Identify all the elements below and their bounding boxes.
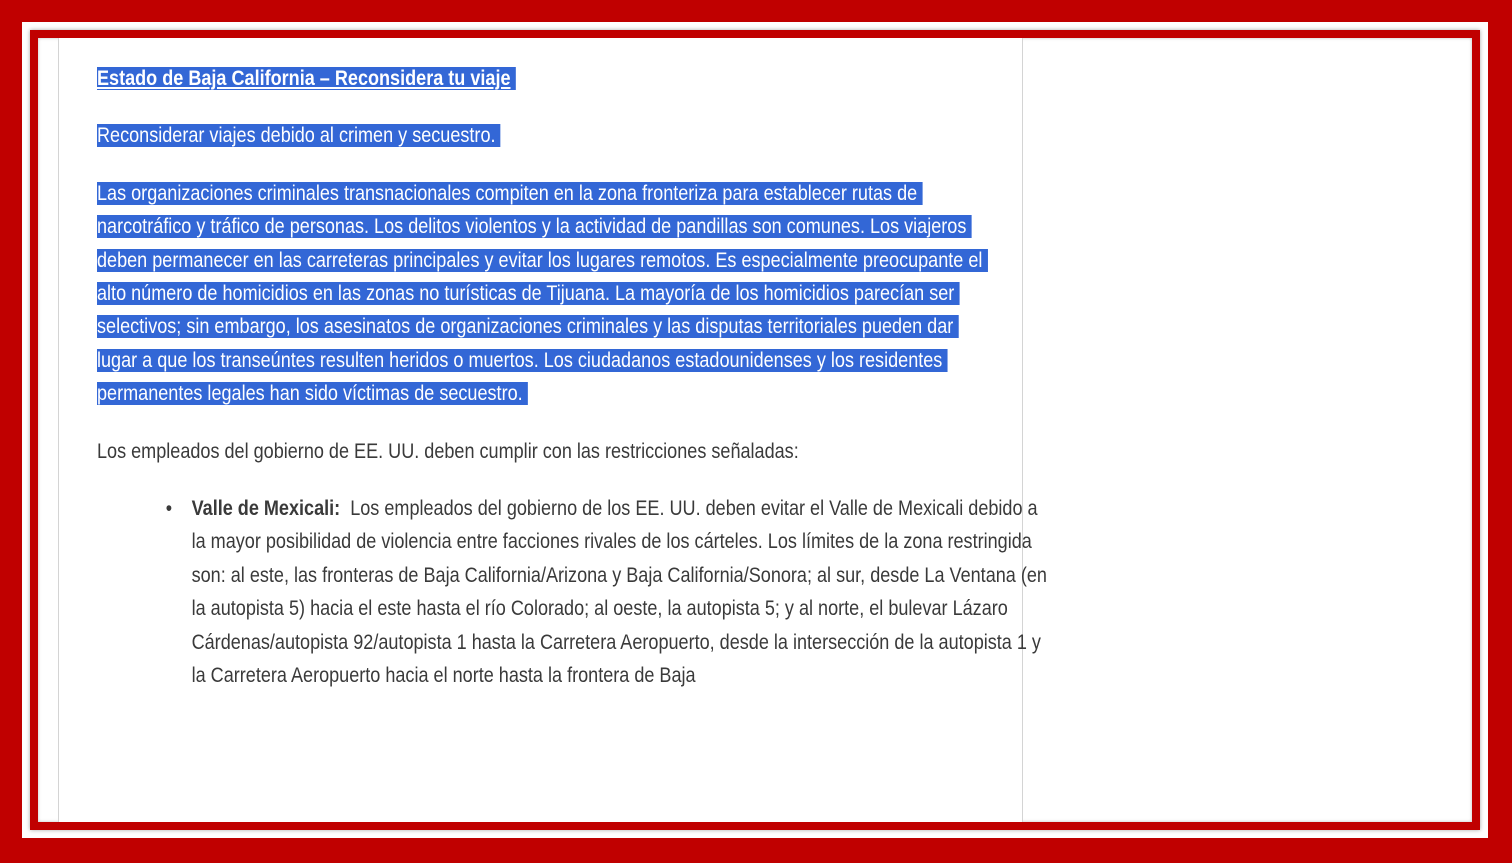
advisory-summary: Reconsiderar viajes debido al crimen y secuestro.: [97, 124, 501, 147]
section-heading-paragraph: [97, 62, 862, 95]
list-item: [165, 492, 1052, 692]
restriction-term: Valle de Mexicali:: [191, 497, 341, 521]
content-column: [58, 38, 1047, 822]
bullet-icon: •: [165, 497, 173, 521]
advisory-body: Las organizaciones criminales transnacionales compiten en la zona fronteriza para establecer rutas de narcotráfico y tráfico de personas. Los delitos violentos y la actividad de pandillas son comunes. Los viajeros deben permanecer en las carreteras principales y evitar los lugares remotos. Es especialmente preocupante el alto número de homicidios en las zonas no turísticas de Tijuana. La mayoría de los homicidios parecían ser selectivos; sin embargo, los asesinatos de organizaciones criminales y las disputas territoriales pueden dar lugar a que los transeúntes resulten heridos o muertos. Los ciudadanos estadounidenses y los residentes permanentes legales han sido víctimas de secuestro.: [97, 182, 988, 405]
section-heading[interactable]: Estado de Baja California – Reconsidera tu viaje: [97, 67, 516, 90]
advisory-body-paragraph: [97, 177, 983, 411]
page-viewport: [38, 38, 1472, 822]
restrictions-list: [97, 492, 1052, 692]
advisory-summary-paragraph: [97, 119, 862, 152]
restrictions-intro: Los empleados del gobierno de EE. UU. deben cumplir con las restricciones señaladas:: [97, 439, 799, 463]
restriction-text: Los empleados del gobierno de los EE. UU. deben evitar el Valle de Mexicali debido a la mayor posibilidad de violencia entre facciones rivales de los cárteles. Los límites de la zona restringida son: al este, las fronteras de Baja California/Arizona y Baja California/Sonora; al sur, desde La Ventana (en la autopista 5) hacia el este hasta el río Colorado; al oeste, la autopista 5; y al norte, el bulevar Lázaro Cárdenas/autopista 92/autopista 1 hasta la Carretera Aeropuerto, desde la intersección de la autopista 1 y la Carretera Aeropuerto hacia el norte hasta la frontera de Baja: [191, 497, 1047, 688]
travel-advisory-article: [97, 62, 1047, 693]
